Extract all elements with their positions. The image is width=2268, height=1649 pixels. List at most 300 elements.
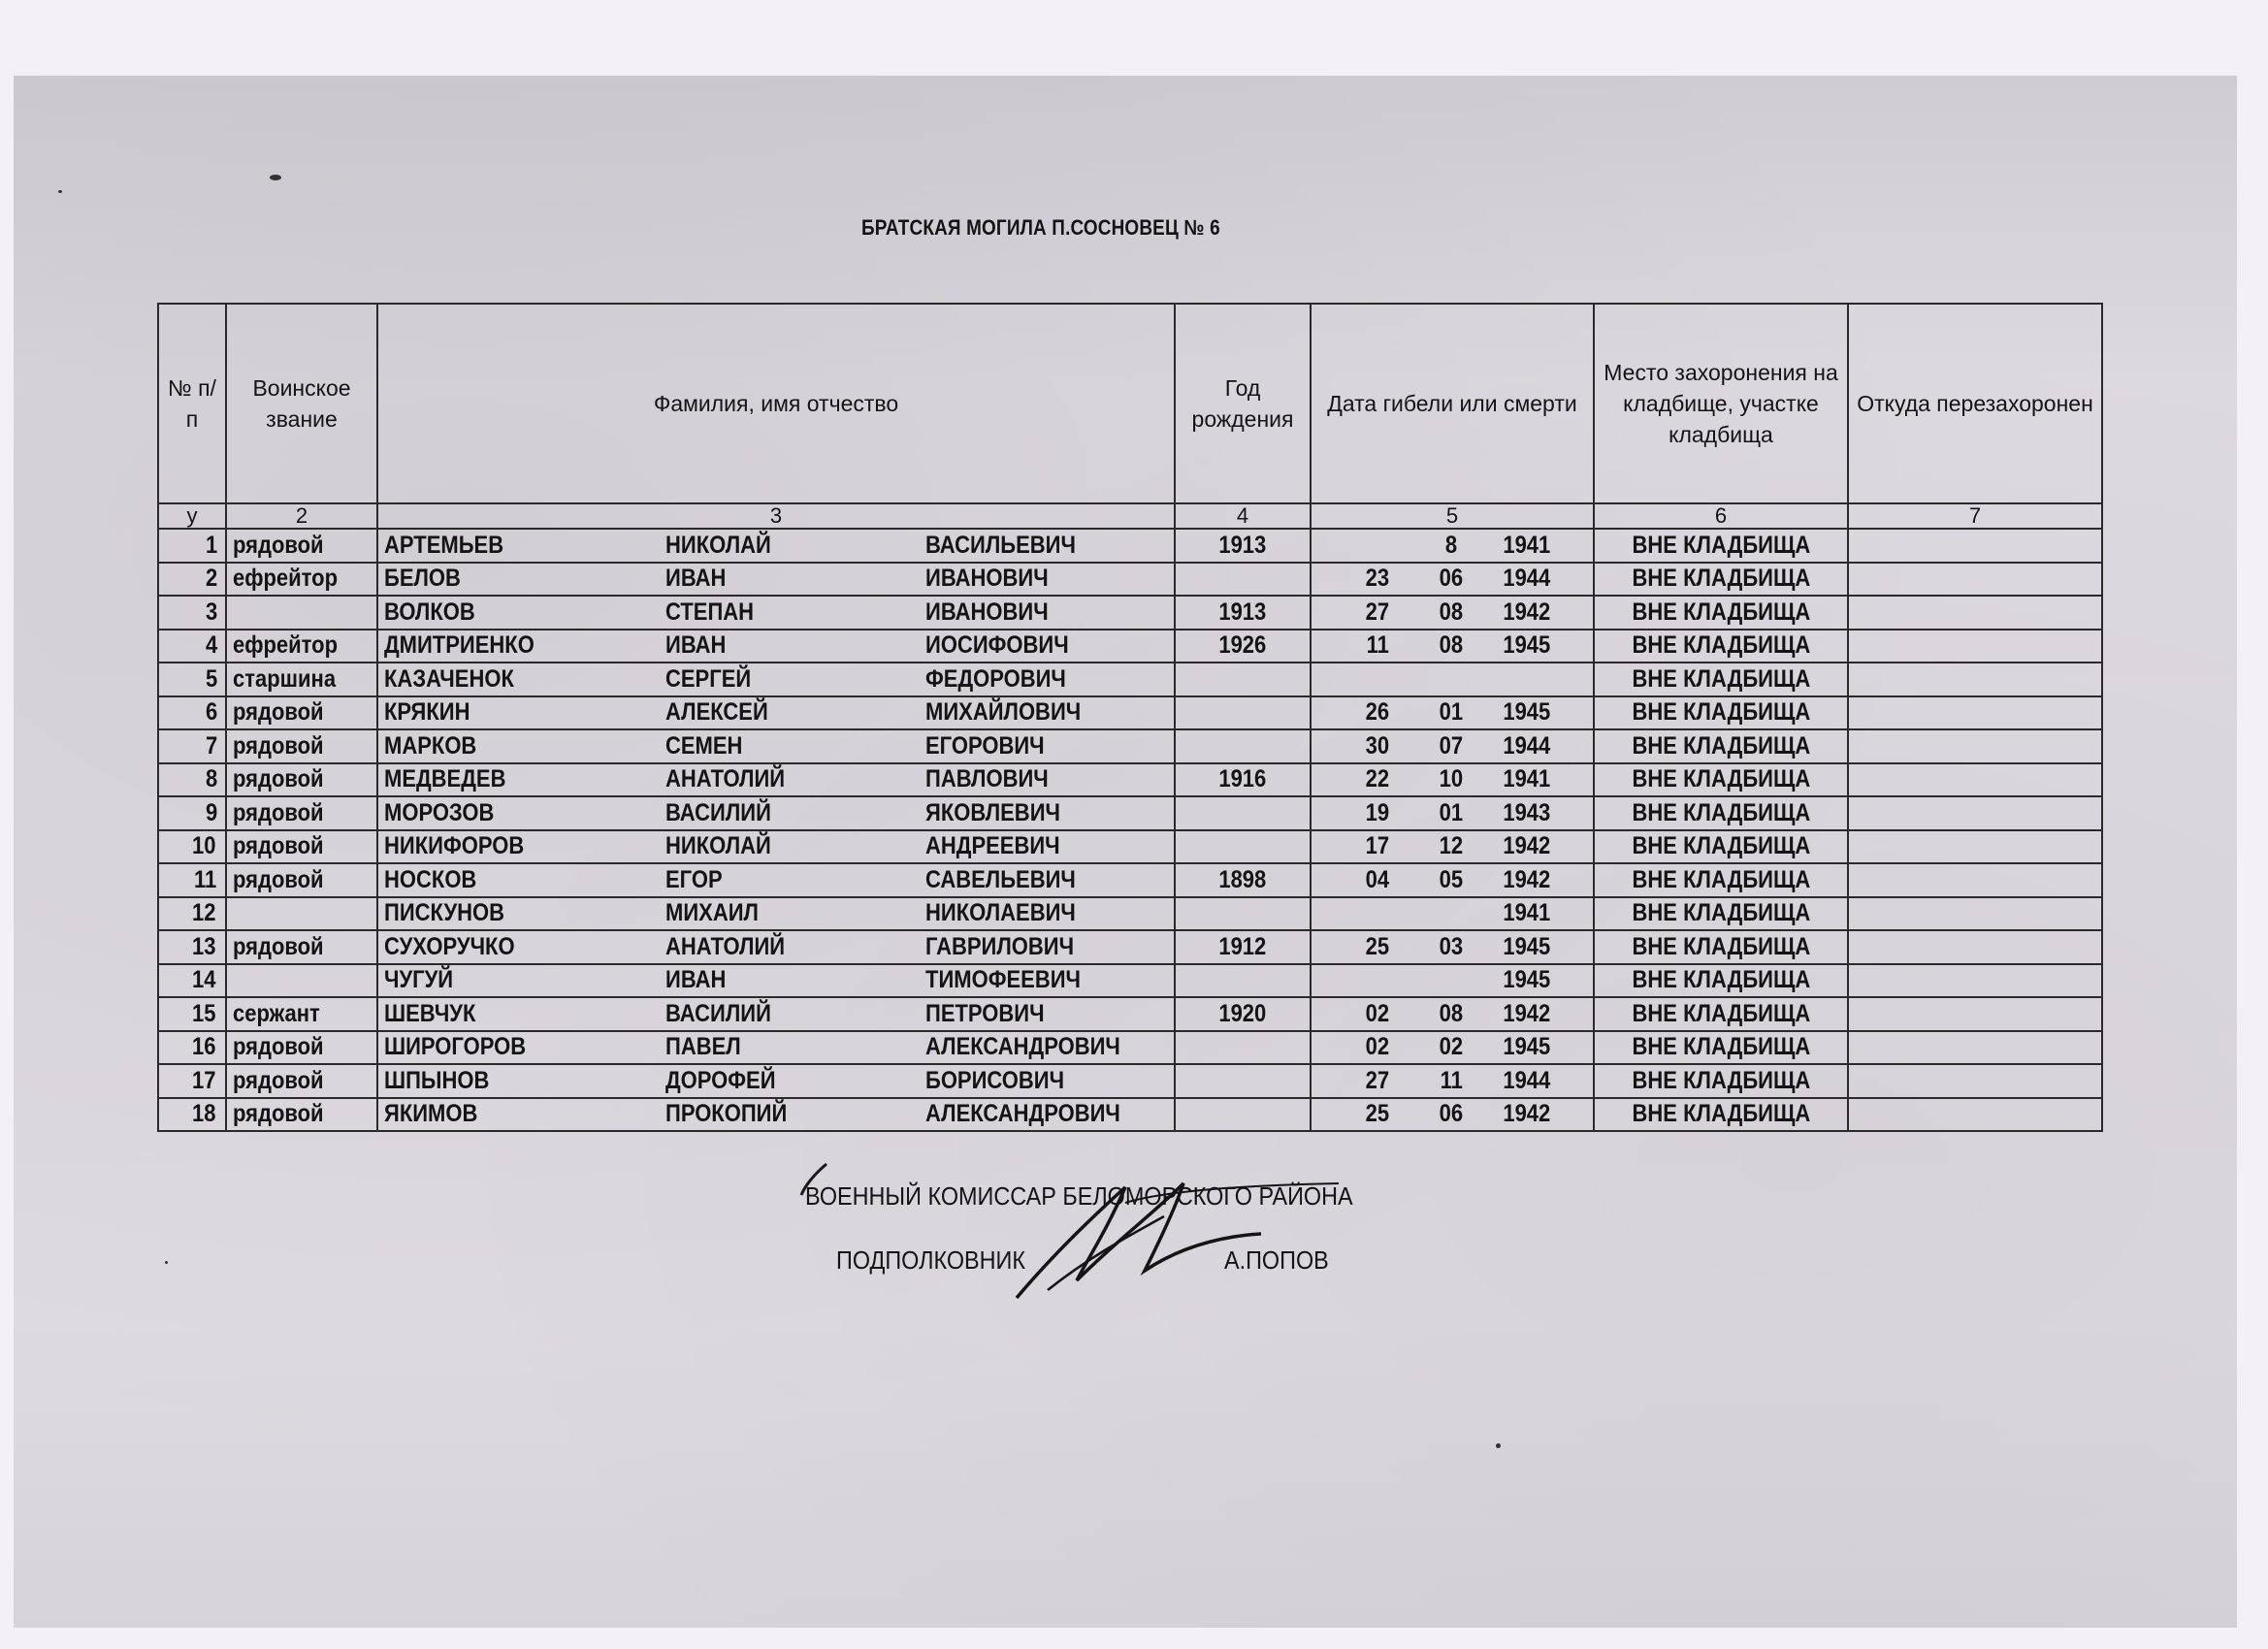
birth-year: 1926 [1218,631,1267,660]
patronymic: ВАСИЛЬЕВИЧ [925,531,1076,559]
patronymic: САВЕЛЬЕВИЧ [925,865,1076,893]
burial-place: ВНЕ КЛАДБИЩА [1632,1066,1810,1094]
burial-place: ВНЕ КЛАДБИЩА [1632,999,1810,1027]
full-name-cell [377,630,1175,663]
burial-place-cell [1594,563,1848,597]
header-death-date: Дата гибели или смерти [1311,304,1594,503]
death-month: 06 [1439,1100,1464,1128]
first-name: МИХАИЛ [665,899,759,927]
death-year: 1942 [1503,598,1551,626]
row-number-cell [158,964,226,998]
reburied-from-cell [1848,863,2102,897]
burial-place-cell [1594,729,1848,763]
death-day: 23 [1365,565,1390,593]
first-name: СЕМЕН [665,731,743,760]
first-name: АНАТОЛИЙ [665,765,786,793]
row-number: 8 [206,765,218,793]
death-day: 25 [1365,932,1390,960]
table-row [158,630,2102,663]
death-month: 02 [1439,1033,1464,1061]
death-year: 1945 [1503,698,1551,727]
death-year: 1941 [1503,765,1551,793]
reburied-from-cell [1848,529,2102,563]
column-number: 4 [1175,503,1311,529]
rank-cell [226,529,377,563]
rank-cell [226,763,377,797]
burial-place-cell [1594,663,1848,696]
last-name: МЕДВЕДЕВ [384,765,506,793]
row-number-cell [158,696,226,730]
death-month: 08 [1439,598,1464,626]
patronymic: ПЕТРОВИЧ [925,999,1045,1027]
death-date-cell [1311,1031,1594,1065]
column-number: 6 [1594,503,1848,529]
birth-year-cell [1175,930,1311,964]
patronymic: ЕГОРОВИЧ [925,731,1045,760]
full-name-cell [377,529,1175,563]
military-rank: ефрейтор [233,631,339,660]
table-row [158,1064,2102,1098]
scan-speck [58,190,62,193]
last-name: ЯКИМОВ [384,1100,478,1128]
burial-place: ВНЕ КЛАДБИЩА [1632,899,1810,927]
burial-place: ВНЕ КЛАДБИЩА [1632,1100,1810,1128]
death-date-cell [1311,1098,1594,1132]
death-year: 1941 [1503,531,1551,559]
table-row [158,696,2102,730]
rank-cell [226,563,377,597]
reburied-from-cell [1848,964,2102,998]
table-row [158,763,2102,797]
row-number-cell [158,1064,226,1098]
table-row [158,1031,2102,1065]
death-year: 1942 [1503,1100,1551,1128]
signature-image [757,1145,1377,1319]
burial-place-cell [1594,1031,1848,1065]
burial-place-cell [1594,696,1848,730]
death-month: 06 [1439,565,1464,593]
row-number-cell [158,529,226,563]
death-date-cell [1311,997,1594,1031]
column-number: 2 [226,503,377,529]
death-day: 02 [1365,999,1390,1027]
full-name-cell [377,763,1175,797]
reburied-from-cell [1848,663,2102,696]
death-day: 04 [1365,865,1390,893]
row-number: 7 [206,731,218,760]
death-date-cell [1311,630,1594,663]
first-name: ПАВЕЛ [665,1033,741,1061]
row-number: 14 [192,966,216,994]
death-month: 08 [1439,631,1464,660]
last-name: КАЗАЧЕНОК [384,664,514,693]
burial-place-cell [1594,897,1848,931]
last-name: БЕЛОВ [384,565,461,593]
first-name: ИВАН [665,631,727,660]
first-name: СЕРГЕЙ [665,664,752,693]
header-num: № п/п [158,304,226,503]
rank-cell [226,897,377,931]
death-month: 05 [1439,865,1464,893]
death-date-cell [1311,596,1594,630]
birth-year-cell [1175,1031,1311,1065]
death-day: 27 [1365,1066,1390,1094]
burial-place: ВНЕ КЛАДБИЩА [1632,966,1810,994]
last-name: ШЕВЧУК [384,999,476,1027]
rank-cell [226,696,377,730]
death-month: 11 [1440,1066,1463,1094]
burial-place: ВНЕ КЛАДБИЩА [1632,731,1810,760]
military-rank: ефрейтор [233,565,339,593]
rank-cell [226,1098,377,1132]
full-name-cell [377,897,1175,931]
death-day: 17 [1365,832,1390,860]
reburied-from-cell [1848,763,2102,797]
death-day: 26 [1365,698,1390,727]
burial-place: ВНЕ КЛАДБИЩА [1632,631,1810,660]
signatory-rank: ПОДПОЛКОВНИК [836,1245,1026,1275]
death-day: 22 [1365,765,1390,793]
row-number: 1 [206,531,218,559]
last-name: НОСКОВ [384,865,477,893]
death-year: 1944 [1503,731,1551,760]
first-name: ВАСИЛИЙ [665,999,771,1027]
row-number-cell [158,630,226,663]
military-rank: старшина [233,664,337,693]
patronymic: ТИМОФЕЕВИЧ [925,966,1081,994]
military-rank: рядовой [233,865,324,893]
birth-year: 1913 [1218,598,1267,626]
birth-year-cell [1175,1098,1311,1132]
patronymic: ГАВРИЛОВИЧ [925,932,1075,960]
military-rank: рядовой [233,1100,324,1128]
row-number-cell [158,729,226,763]
patronymic: ЯКОВЛЕВИЧ [925,798,1060,826]
military-rank: рядовой [233,1033,324,1061]
birth-year-cell [1175,1064,1311,1098]
row-number-cell [158,1031,226,1065]
birth-year-cell [1175,630,1311,663]
birth-year-cell [1175,729,1311,763]
death-year: 1945 [1503,631,1551,660]
patronymic: БОРИСОВИЧ [925,1066,1065,1094]
birth-year-cell [1175,529,1311,563]
death-month: 8 [1444,531,1458,559]
column-number: у [158,503,226,529]
birth-year: 1912 [1218,932,1267,960]
table-row [158,796,2102,830]
row-number: 5 [206,664,218,693]
military-rank: рядовой [233,932,324,960]
reburied-from-cell [1848,630,2102,663]
burial-place: ВНЕ КЛАДБИЩА [1632,1033,1810,1061]
death-date-cell [1311,897,1594,931]
burial-place-cell [1594,596,1848,630]
column-number: 5 [1311,503,1594,529]
first-name: ДОРОФЕЙ [665,1066,776,1094]
last-name: ВОЛКОВ [384,598,475,626]
header-birth-year: Год рождения [1175,304,1311,503]
burial-place: ВНЕ КЛАДБИЩА [1632,531,1810,559]
burial-place: ВНЕ КЛАДБИЩА [1632,664,1810,693]
last-name: ШИРОГОРОВ [384,1033,527,1061]
document-title: БРАТСКАЯ МОГИЛА П.СОСНОВЕЦ № 6 [861,215,1220,240]
burial-place-cell [1594,997,1848,1031]
death-month: 03 [1439,932,1464,960]
row-number: 15 [192,999,216,1027]
death-year: 1944 [1503,565,1551,593]
burial-place: ВНЕ КЛАДБИЩА [1632,932,1810,960]
death-date-cell [1311,729,1594,763]
death-date-cell [1311,696,1594,730]
header-reburied-from: Откуда перезахоронен [1848,304,2102,503]
rank-cell [226,1031,377,1065]
burial-place-cell [1594,830,1848,864]
death-year: 1945 [1503,966,1551,994]
rank-cell [226,830,377,864]
death-date-cell [1311,763,1594,797]
birth-year-cell [1175,663,1311,696]
row-number-cell [158,596,226,630]
birth-year-cell [1175,997,1311,1031]
rank-cell [226,663,377,696]
full-name-cell [377,930,1175,964]
death-year: 1941 [1503,899,1551,927]
death-day: 27 [1365,598,1390,626]
reburied-from-cell [1848,1031,2102,1065]
burial-place-cell [1594,863,1848,897]
burial-place-cell [1594,930,1848,964]
death-day: 30 [1365,731,1390,760]
patronymic: ФЕДОРОВИЧ [925,664,1066,693]
full-name-cell [377,863,1175,897]
table-row [158,930,2102,964]
birth-year-cell [1175,830,1311,864]
rank-cell [226,729,377,763]
column-number: 7 [1848,503,2102,529]
death-day: 02 [1365,1033,1390,1061]
reburied-from-cell [1848,796,2102,830]
row-number: 3 [206,598,218,626]
first-name: АНАТОЛИЙ [665,932,786,960]
first-name: СТЕПАН [665,598,755,626]
row-number: 10 [192,832,216,860]
reburied-from-cell [1848,563,2102,597]
last-name: ЧУГУЙ [384,966,454,994]
header-row [158,304,2102,503]
last-name: МАРКОВ [384,731,477,760]
rank-cell [226,930,377,964]
last-name: АРТЕМЬЕВ [384,531,504,559]
row-number-cell [158,830,226,864]
full-name-cell [377,796,1175,830]
row-number-cell [158,997,226,1031]
birth-year-cell [1175,696,1311,730]
birth-year-cell [1175,563,1311,597]
rank-cell [226,630,377,663]
reburied-from-cell [1848,830,2102,864]
row-number-cell [158,563,226,597]
burial-place: ВНЕ КЛАДБИЩА [1632,765,1810,793]
full-name-cell [377,729,1175,763]
rank-cell [226,1064,377,1098]
first-name: ЕГОР [665,865,723,893]
burial-place: ВНЕ КЛАДБИЩА [1632,598,1810,626]
rank-cell [226,997,377,1031]
row-number-cell [158,1098,226,1132]
table-row [158,563,2102,597]
row-number: 9 [206,798,218,826]
row-number-cell [158,763,226,797]
death-month: 01 [1439,798,1464,826]
full-name-cell [377,563,1175,597]
table-row [158,596,2102,630]
patronymic: НИКОЛАЕВИЧ [925,899,1076,927]
signatory-position: ВОЕННЫЙ КОМИССАР БЕЛОМОРСКОГО РАЙОНА [805,1181,1353,1211]
death-month: 07 [1439,731,1464,760]
reburied-from-cell [1848,596,2102,630]
rank-cell [226,796,377,830]
birth-year: 1920 [1218,999,1267,1027]
row-number-cell [158,863,226,897]
row-number: 4 [206,631,218,660]
burial-place: ВНЕ КЛАДБИЩА [1632,798,1810,826]
full-name-cell [377,964,1175,998]
rank-cell [226,596,377,630]
row-number: 11 [193,865,216,893]
scan-speck [1496,1443,1501,1448]
last-name: КРЯКИН [384,698,470,727]
death-year: 1942 [1503,832,1551,860]
patronymic: ИОСИФОВИЧ [925,631,1069,660]
patronymic: ИВАНОВИЧ [925,565,1049,593]
death-year: 1942 [1503,999,1551,1027]
full-name-cell [377,1098,1175,1132]
birth-year: 1913 [1218,531,1267,559]
burial-place: ВНЕ КЛАДБИЩА [1632,565,1810,593]
first-name: ПРОКОПИЙ [665,1100,788,1128]
row-number: 13 [192,932,216,960]
first-name: НИКОЛАЙ [665,832,771,860]
row-number: 2 [206,565,218,593]
death-year: 1942 [1503,865,1551,893]
military-rank: рядовой [233,698,324,727]
full-name-cell [377,696,1175,730]
burial-place: ВНЕ КЛАДБИЩА [1632,832,1810,860]
birth-year-cell [1175,763,1311,797]
death-date-cell [1311,663,1594,696]
death-year: 1943 [1503,798,1551,826]
table-row [158,830,2102,864]
military-rank: рядовой [233,531,324,559]
death-date-cell [1311,563,1594,597]
table-row [158,964,2102,998]
table-row [158,863,2102,897]
burial-place-cell [1594,529,1848,563]
last-name: НИКИФОРОВ [384,832,525,860]
table-row [158,729,2102,763]
patronymic: МИХАЙЛОВИЧ [925,698,1082,727]
death-year: 1945 [1503,1033,1551,1061]
scan-speck [165,1261,168,1264]
death-day: 11 [1366,631,1389,660]
death-date-cell [1311,796,1594,830]
death-date-cell [1311,830,1594,864]
military-rank: сержант [233,999,320,1027]
burial-place-cell [1594,1064,1848,1098]
full-name-cell [377,596,1175,630]
table-row [158,897,2102,931]
first-name: НИКОЛАЙ [665,531,771,559]
full-name-cell [377,997,1175,1031]
row-number: 17 [192,1066,216,1094]
death-month: 10 [1439,765,1464,793]
table-row [158,1098,2102,1132]
row-number: 16 [192,1033,216,1061]
burial-place-cell [1594,630,1848,663]
birth-year-cell [1175,863,1311,897]
scan-speck [270,175,281,180]
burial-place-cell [1594,964,1848,998]
burial-place-cell [1594,1098,1848,1132]
full-name-cell [377,663,1175,696]
last-name: ШПЫНОВ [384,1066,490,1094]
rank-cell [226,863,377,897]
death-date-cell [1311,863,1594,897]
burial-table [157,303,2103,1132]
reburied-from-cell [1848,930,2102,964]
last-name: ДМИТРИЕНКО [384,631,535,660]
reburied-from-cell [1848,997,2102,1031]
reburied-from-cell [1848,1098,2102,1132]
reburied-from-cell [1848,897,2102,931]
military-rank: рядовой [233,1066,324,1094]
signatory-name: А.ПОПОВ [1224,1245,1329,1275]
patronymic: АЛЕКСАНДРОВИЧ [925,1033,1120,1061]
first-name: ИВАН [665,565,727,593]
death-date-cell [1311,1064,1594,1098]
military-rank: рядовой [233,798,324,826]
first-name: ИВАН [665,966,727,994]
military-rank: рядовой [233,832,324,860]
row-number-cell [158,897,226,931]
death-date-cell [1311,964,1594,998]
birth-year: 1898 [1218,865,1267,893]
military-rank: рядовой [233,731,324,760]
burial-place-cell [1594,763,1848,797]
death-month: 12 [1439,832,1464,860]
full-name-cell [377,830,1175,864]
header-burial-place: Место захоронения на кладбище, участке кладбища [1594,304,1848,503]
patronymic: ИВАНОВИЧ [925,598,1049,626]
row-number-cell [158,930,226,964]
death-month: 01 [1439,698,1464,727]
death-date-cell [1311,930,1594,964]
birth-year-cell [1175,796,1311,830]
reburied-from-cell [1848,696,2102,730]
birth-year-cell [1175,897,1311,931]
burial-place: ВНЕ КЛАДБИЩА [1632,698,1810,727]
last-name: ПИСКУНОВ [384,899,505,927]
military-rank: рядовой [233,765,324,793]
death-month: 08 [1439,999,1464,1027]
patronymic: ПАВЛОВИЧ [925,765,1049,793]
first-name: ВАСИЛИЙ [665,798,771,826]
birth-year-cell [1175,596,1311,630]
table-row [158,663,2102,696]
full-name-cell [377,1031,1175,1065]
burial-place-cell [1594,796,1848,830]
